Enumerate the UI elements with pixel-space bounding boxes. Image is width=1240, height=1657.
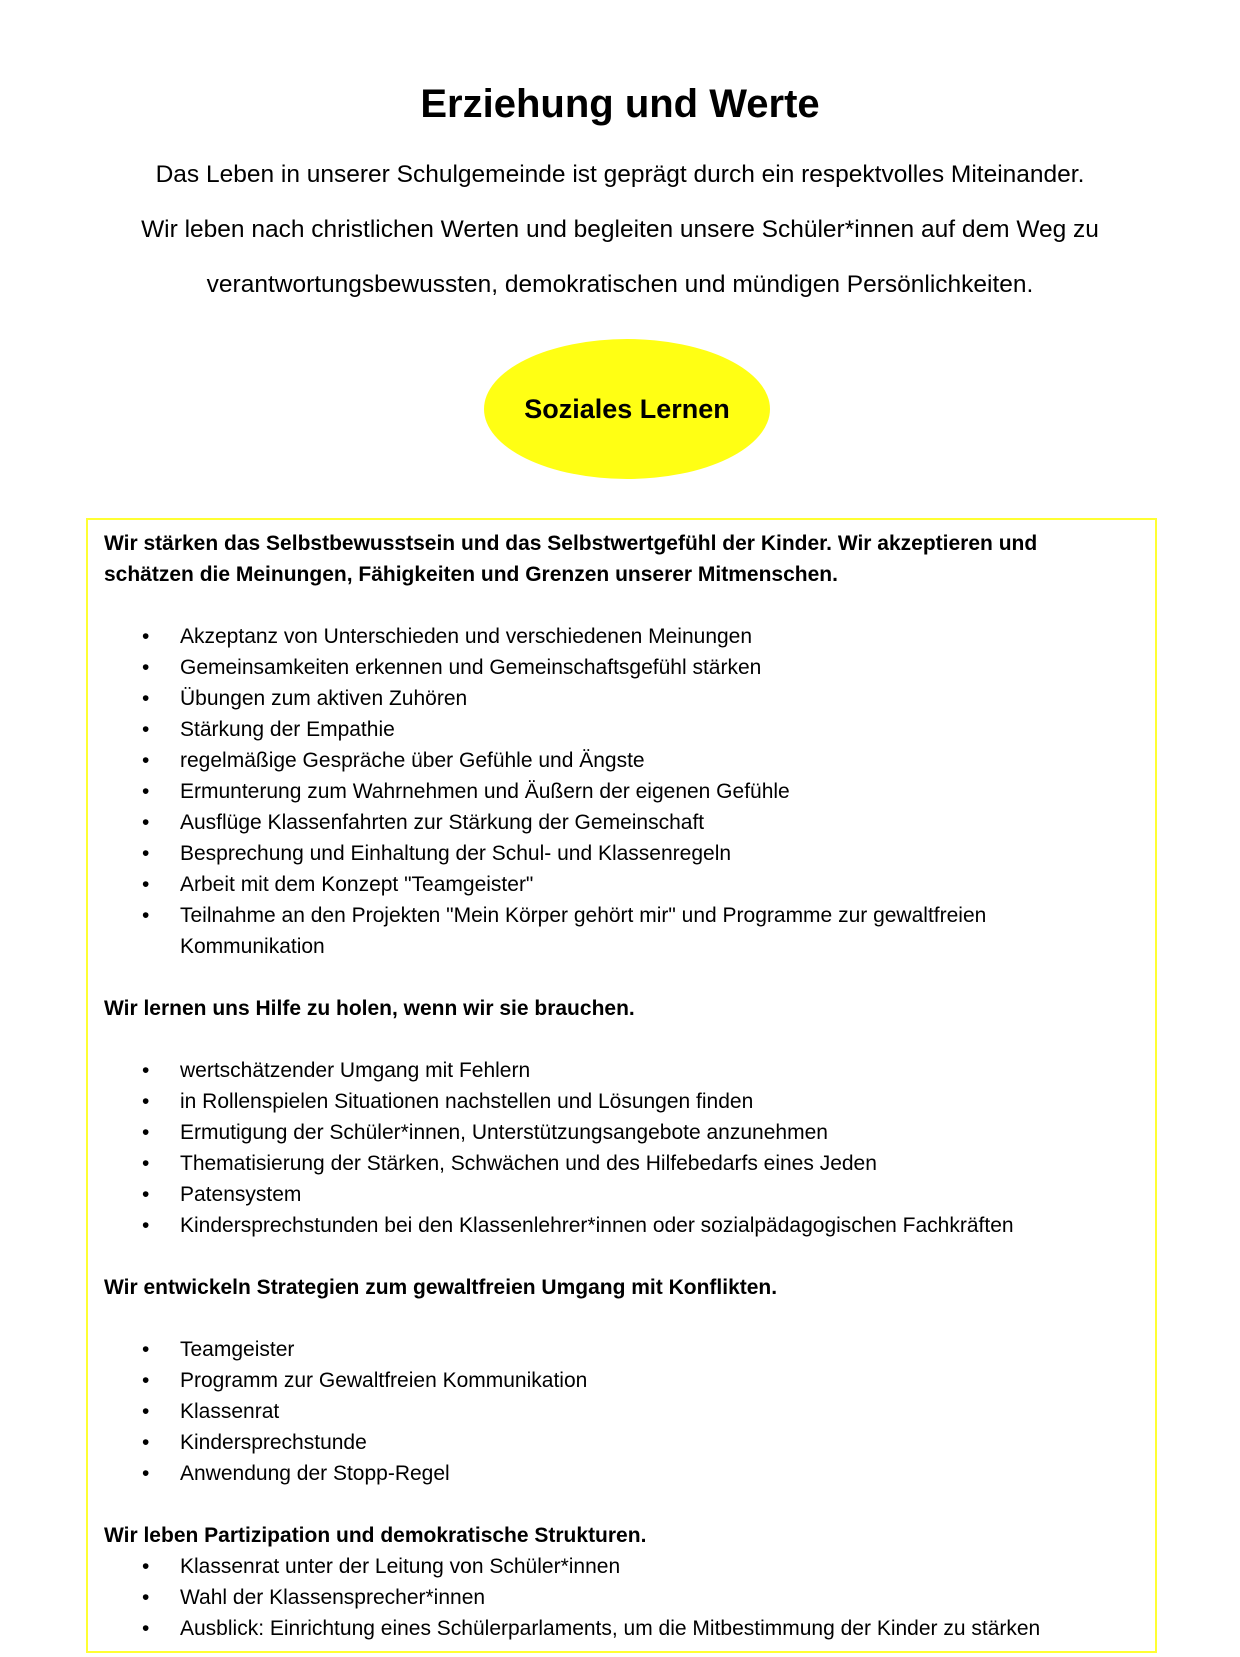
list-item-text: Kindersprechstunden bei den Klassenlehrer*innen oder sozialpädagogischen Fachkräften (180, 1214, 1014, 1237)
list-item-text: Kommunikation (180, 935, 325, 958)
list-item (104, 652, 1145, 683)
list-item (104, 1365, 1145, 1396)
content-section (104, 1520, 1145, 1644)
list-item (104, 1582, 1145, 1613)
list-item (104, 900, 1145, 962)
bullet-icon: • (142, 873, 150, 896)
intro-line: Wir leben nach christlichen Werten und begleiten unsere Schüler*innen auf dem Weg zu (141, 216, 1099, 243)
bullet-icon: • (142, 749, 150, 772)
list-item (104, 1117, 1145, 1148)
bullet-icon: • (142, 1152, 150, 1175)
section-heading: Wir leben Partizipation und demokratische Strukturen. (104, 1524, 647, 1547)
list-item (104, 683, 1145, 714)
list-item-text: Arbeit mit dem Konzept "Teamgeister" (180, 873, 534, 896)
bullet-icon: • (142, 1059, 150, 1082)
list-item (104, 1613, 1145, 1644)
list-item-text: Übungen zum aktiven Zuhören (180, 687, 468, 710)
content-box (86, 518, 1157, 1653)
list-item-text: Klassenrat (180, 1400, 280, 1423)
bullet-icon: • (142, 1090, 150, 1113)
bullet-icon: • (142, 842, 150, 865)
list-item-text: Besprechung und Einhaltung der Schul- und Klassenregeln (180, 842, 732, 865)
list-item-text: Kindersprechstunde (180, 1431, 367, 1454)
list-item (104, 838, 1145, 869)
list-item-text: Akzeptanz von Unterschieden und verschiedenen Meinungen (180, 625, 753, 648)
bullet-list (104, 621, 1145, 962)
list-item (104, 807, 1145, 838)
list-item-text: Programm zur Gewaltfreien Kommunikation (180, 1369, 588, 1392)
bullet-icon: • (142, 1183, 150, 1206)
section-heading: Wir lernen uns Hilfe zu holen, wenn wir sie brauchen. (104, 997, 635, 1020)
list-item (104, 1179, 1145, 1210)
list-item (104, 1458, 1145, 1489)
list-item-text: Wahl der Klassensprecher*innen (180, 1586, 486, 1609)
content-section (104, 528, 1145, 993)
list-item (104, 714, 1145, 745)
list-item-text: Ausblick: Einrichtung eines Schülerparlaments, um die Mitbestimmung der Kinder zu stärken (180, 1617, 1041, 1640)
bullet-icon: • (142, 1338, 150, 1361)
intro-line: verantwortungsbewussten, demokratischen und mündigen Persönlichkeiten. (206, 271, 1034, 298)
list-item-text: Ausflüge Klassenfahrten zur Stärkung der Gemeinschaft (180, 811, 705, 834)
list-item (104, 1055, 1145, 1086)
content-section (104, 993, 1145, 1272)
bullet-icon: • (142, 718, 150, 741)
list-item-text: Stärkung der Empathie (180, 718, 395, 741)
list-item (104, 621, 1145, 652)
list-item (104, 1148, 1145, 1179)
list-item (104, 1427, 1145, 1458)
intro-paragraph (60, 147, 1180, 312)
list-item-text: Teilnahme an den Projekten "Mein Körper gehört mir" und Programme zur gewaltfreien (180, 904, 987, 927)
bullet-icon: • (142, 780, 150, 803)
section-badge (484, 339, 770, 479)
list-item-text: Patensystem (180, 1183, 302, 1206)
bullet-icon: • (142, 1617, 150, 1640)
list-item (104, 745, 1145, 776)
bullet-icon: • (142, 1400, 150, 1423)
bullet-icon: • (142, 1555, 150, 1578)
section-heading: schätzen die Meinungen, Fähigkeiten und Grenzen unserer Mitmenschen. (104, 563, 838, 586)
page-title: Erziehung und Werte (420, 82, 820, 126)
content-section (104, 1272, 1145, 1520)
list-item-text: Klassenrat unter der Leitung von Schüler*innen (180, 1555, 621, 1578)
bullet-list (104, 1334, 1145, 1489)
list-item-text: Ermunterung zum Wahrnehmen und Äußern der eigenen Gefühle (180, 780, 790, 803)
content-body (104, 528, 1145, 1644)
bullet-icon: • (142, 1214, 150, 1237)
list-item-text: Thematisierung der Stärken, Schwächen und des Hilfebedarfs eines Jeden (180, 1152, 877, 1175)
section-heading: Wir stärken das Selbstbewusstsein und das Selbstwertgefühl der Kinder. Wir akzeptieren und (104, 532, 1038, 555)
bullet-list (104, 1551, 1145, 1644)
bullet-icon: • (142, 1121, 150, 1144)
list-item (104, 869, 1145, 900)
list-item (104, 776, 1145, 807)
bullet-icon: • (142, 687, 150, 710)
bullet-icon: • (142, 1431, 150, 1454)
section-badge-label: Soziales Lernen (524, 393, 730, 424)
list-item-text: Gemeinsamkeiten erkennen und Gemeinschaftsgefühl stärken (180, 656, 762, 679)
list-item (104, 1210, 1145, 1241)
bullet-icon: • (142, 1369, 150, 1392)
list-item-text: Ermutigung der Schüler*innen, Unterstützungsangebote anzunehmen (180, 1121, 828, 1144)
bullet-icon: • (142, 1462, 150, 1485)
list-item-text: in Rollenspielen Situationen nachstellen und Lösungen finden (180, 1090, 754, 1113)
bullet-icon: • (142, 625, 150, 648)
bullet-icon: • (142, 656, 150, 679)
list-item-text: regelmäßige Gespräche über Gefühle und Ängste (180, 749, 645, 772)
bullet-icon: • (142, 1586, 150, 1609)
section-heading: Wir entwickeln Strategien zum gewaltfreien Umgang mit Konflikten. (104, 1276, 778, 1299)
list-item-text: wertschätzender Umgang mit Fehlern (180, 1059, 531, 1082)
bullet-icon: • (142, 904, 150, 927)
list-item (104, 1086, 1145, 1117)
list-item (104, 1396, 1145, 1427)
list-item (104, 1551, 1145, 1582)
bullet-icon: • (142, 811, 150, 834)
intro-line: Das Leben in unserer Schulgemeinde ist geprägt durch ein respektvolles Miteinander. (155, 161, 1085, 188)
bullet-list (104, 1055, 1145, 1241)
list-item (104, 1334, 1145, 1365)
list-item-text: Teamgeister (180, 1338, 295, 1361)
list-item-text: Anwendung der Stopp-Regel (180, 1462, 450, 1485)
